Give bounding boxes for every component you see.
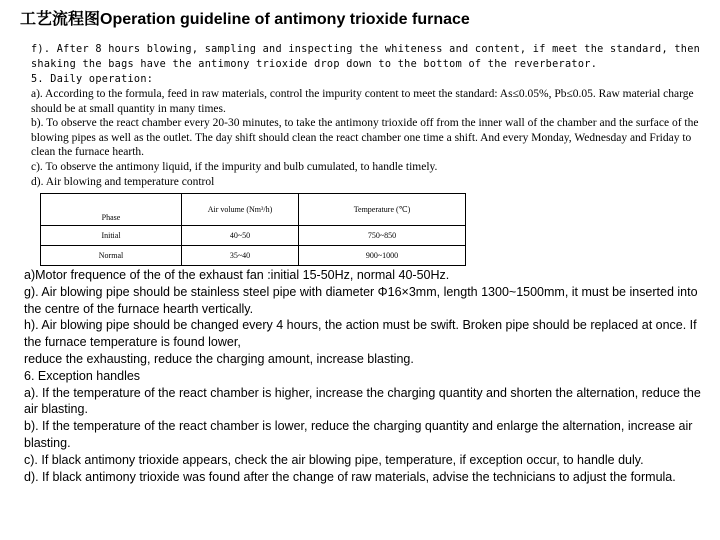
cell-air-volume: 40~50 xyxy=(182,226,299,246)
paragraph-daily-c: c). To observe the antimony liquid, if the impurity and bulb cumulated, to handle timely. xyxy=(31,160,438,173)
document-title: 工艺流程图Operation guideline of antimony trioxide furnace xyxy=(20,11,470,28)
paragraph-daily-d: d). Air blowing and temperature control xyxy=(31,175,215,188)
paragraph-exception-a: a). If the temperature of the react chamber is higher, increase the charging quantity and shorten the alternation, reduce the air blasting. xyxy=(24,385,701,417)
heading-daily-operation: 5. Daily operation: xyxy=(31,74,154,85)
section-operation-steps xyxy=(31,42,701,189)
paragraph-daily-a: a). According to the formula, feed in raw materials, control the impurity content to meet the standard: As≤0.05%, Pb≤0.05. Raw material charge should be at small quantity in many times. xyxy=(31,88,694,115)
header-air-volume: Air volume (Nm³/h) xyxy=(182,194,299,226)
paragraph-fan-frequency: a)Motor frequence of the of the exhaust fan :initial 15-50Hz, normal 40-50Hz. xyxy=(24,268,450,282)
air-temperature-table xyxy=(40,193,466,266)
heading-exception-handles: 6. Exception handles xyxy=(24,368,141,383)
paragraph-step-g: g). Air blowing pipe should be stainless steel pipe with diameter Φ16×3mm, length 1300~1500mm, it must be inserted into the centre of the furnace hearth vertically. xyxy=(24,284,698,316)
header-phase: Phase xyxy=(41,194,182,226)
header-temperature: Temperature (℃) xyxy=(299,194,466,226)
paragraph-exception-c: c). If black antimony trioxide appears, check the air blowing pipe, temperature, if exception occur, to handle duly. xyxy=(24,452,644,467)
table-row xyxy=(41,226,466,246)
paragraph-step-f-line1: f). After 8 hours blowing, sampling and inspecting the whiteness and content, if meet the standard, then xyxy=(31,44,701,55)
section-exception-handles xyxy=(24,267,714,485)
cell-phase: Normal xyxy=(41,246,182,266)
paragraph-step-f-line2: shaking the bags have the antimony trioxide drop down to the bottom of the reverberator. xyxy=(31,59,598,70)
cell-temperature: 750~850 xyxy=(299,226,466,246)
paragraph-daily-b: b). To observe the react chamber every 20-30 minutes, to take the antimony trioxide off from the inner wall of the chamber and the surface of the blowing pipes as well as the outlet. The day shift should clean the react chamber one time a shift. And every Monday, Wednesday and Friday to clean the furnace hearth. xyxy=(31,117,699,159)
cell-air-volume: 35~40 xyxy=(182,246,299,266)
table-header-row xyxy=(41,194,466,226)
paragraph-exception-d: d). If black antimony trioxide was found after the change of raw materials, advise the technicians to adjust the formula. xyxy=(24,469,676,484)
paragraph-step-h-cont: reduce the exhausting, reduce the charging amount, increase blasting. xyxy=(24,351,414,366)
paragraph-step-h: h). Air blowing pipe should be changed every 4 hours, the action must be swift. Broken pipe should be replaced at once. If the furnace temperature is found lower, xyxy=(24,318,697,350)
cell-phase: Initial xyxy=(41,226,182,246)
paragraph-exception-b: b). If the temperature of the react chamber is lower, reduce the charging quantity and enlarge the alternation, increase air blasting. xyxy=(24,419,693,450)
table-row xyxy=(41,246,466,266)
cell-temperature: 900~1000 xyxy=(299,246,466,266)
